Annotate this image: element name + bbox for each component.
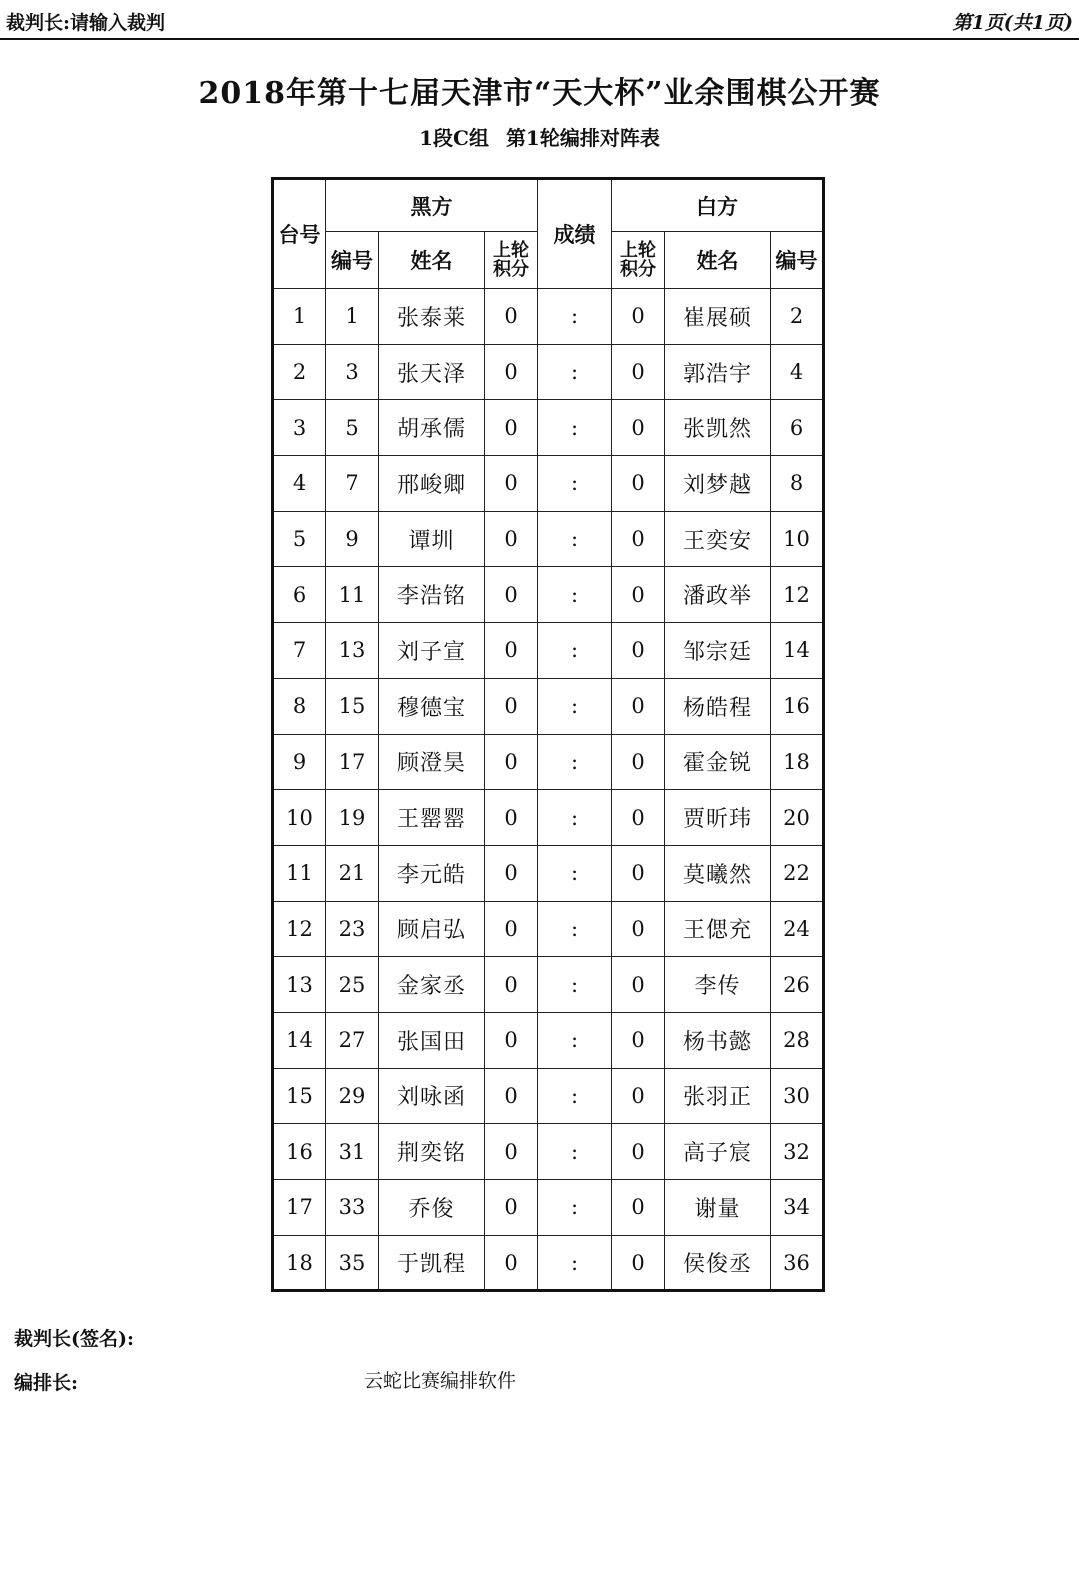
result-cell: : bbox=[538, 511, 612, 567]
black-name-cell: 谭圳 bbox=[379, 511, 485, 567]
software-credit: 云蛇比赛编排软件 bbox=[364, 1370, 517, 1392]
black-prev-score-cell: 0 bbox=[485, 1124, 538, 1180]
white-name-cell: 贾昕玮 bbox=[665, 790, 771, 846]
white-prev-score-cell: 0 bbox=[612, 1012, 665, 1068]
header-black-number: 编号 bbox=[326, 232, 379, 289]
black-number-cell: 27 bbox=[326, 1012, 379, 1068]
white-prev-score-cell: 0 bbox=[612, 1124, 665, 1180]
black-prev-score-cell: 0 bbox=[485, 1068, 538, 1124]
board-cell: 13 bbox=[273, 957, 326, 1013]
black-number-cell: 21 bbox=[326, 845, 379, 901]
table-row bbox=[273, 845, 824, 901]
header-white-name: 姓名 bbox=[665, 232, 771, 289]
black-number-cell: 9 bbox=[326, 511, 379, 567]
result-cell: : bbox=[538, 734, 612, 790]
white-name-cell: 邹宗廷 bbox=[665, 623, 771, 679]
white-name-cell: 潘政举 bbox=[665, 567, 771, 623]
table-row bbox=[273, 1012, 824, 1068]
table-row bbox=[273, 1235, 824, 1291]
white-number-cell: 34 bbox=[771, 1180, 824, 1236]
white-number-cell: 28 bbox=[771, 1012, 824, 1068]
black-name-cell: 金家丞 bbox=[379, 957, 485, 1013]
chief-referee-signature-label: 裁判长(签名): bbox=[14, 1328, 134, 1350]
black-prev-score-cell: 0 bbox=[485, 289, 538, 345]
white-number-cell: 22 bbox=[771, 845, 824, 901]
white-name-cell: 杨书懿 bbox=[665, 1012, 771, 1068]
table-row bbox=[273, 734, 824, 790]
black-number-cell: 23 bbox=[326, 901, 379, 957]
board-cell: 8 bbox=[273, 678, 326, 734]
result-cell: : bbox=[538, 1012, 612, 1068]
result-cell: : bbox=[538, 1235, 612, 1291]
white-prev-score-cell: 0 bbox=[612, 344, 665, 400]
black-number-cell: 19 bbox=[326, 790, 379, 846]
table-row bbox=[273, 567, 824, 623]
table-row bbox=[273, 1180, 824, 1236]
black-number-cell: 15 bbox=[326, 678, 379, 734]
result-cell: : bbox=[538, 400, 612, 456]
black-number-cell: 3 bbox=[326, 344, 379, 400]
result-cell: : bbox=[538, 957, 612, 1013]
white-name-cell: 王奕安 bbox=[665, 511, 771, 567]
black-prev-score-cell: 0 bbox=[485, 901, 538, 957]
document-subtitle bbox=[0, 122, 1079, 151]
header-rule bbox=[0, 38, 1079, 40]
white-name-cell: 霍金锐 bbox=[665, 734, 771, 790]
header-result: 成绩 bbox=[538, 179, 612, 289]
white-prev-score-cell: 0 bbox=[612, 734, 665, 790]
result-cell: : bbox=[538, 567, 612, 623]
black-prev-score-cell: 0 bbox=[485, 1180, 538, 1236]
black-number-cell: 35 bbox=[326, 1235, 379, 1291]
table-row bbox=[273, 1068, 824, 1124]
black-prev-score-cell: 0 bbox=[485, 567, 538, 623]
white-name-cell: 杨皓程 bbox=[665, 678, 771, 734]
white-number-cell: 12 bbox=[771, 567, 824, 623]
table-row bbox=[273, 957, 824, 1013]
white-prev-score-cell: 0 bbox=[612, 845, 665, 901]
black-number-cell: 13 bbox=[326, 623, 379, 679]
board-cell: 6 bbox=[273, 567, 326, 623]
black-number-cell: 11 bbox=[326, 567, 379, 623]
board-cell: 5 bbox=[273, 511, 326, 567]
arranger-label: 编排长: bbox=[14, 1372, 79, 1394]
white-name-cell: 张羽正 bbox=[665, 1068, 771, 1124]
white-name-cell: 张凯然 bbox=[665, 400, 771, 456]
table-row bbox=[273, 400, 824, 456]
black-prev-score-cell: 0 bbox=[485, 344, 538, 400]
header-white-number: 编号 bbox=[771, 232, 824, 289]
white-prev-score-cell: 0 bbox=[612, 1235, 665, 1291]
white-name-cell: 谢量 bbox=[665, 1180, 771, 1236]
header-black: 黑方 bbox=[326, 179, 538, 232]
board-cell: 9 bbox=[273, 734, 326, 790]
white-number-cell: 32 bbox=[771, 1124, 824, 1180]
white-prev-score-cell: 0 bbox=[612, 511, 665, 567]
table-row bbox=[273, 289, 824, 345]
white-name-cell: 刘梦越 bbox=[665, 456, 771, 512]
black-prev-score-cell: 0 bbox=[485, 734, 538, 790]
board-cell: 7 bbox=[273, 623, 326, 679]
header-page-number: 第1页(共1页) bbox=[952, 12, 1073, 34]
white-prev-score-cell: 0 bbox=[612, 901, 665, 957]
table-row bbox=[273, 344, 824, 400]
pairings-body bbox=[273, 289, 824, 1291]
prev-score-line1: 上轮 bbox=[493, 240, 529, 261]
table-row bbox=[273, 623, 824, 679]
white-number-cell: 30 bbox=[771, 1068, 824, 1124]
header-board: 台号 bbox=[273, 179, 326, 289]
white-number-cell: 16 bbox=[771, 678, 824, 734]
black-name-cell: 张天泽 bbox=[379, 344, 485, 400]
board-cell: 3 bbox=[273, 400, 326, 456]
board-cell: 17 bbox=[273, 1180, 326, 1236]
white-number-cell: 20 bbox=[771, 790, 824, 846]
white-prev-score-cell: 0 bbox=[612, 456, 665, 512]
board-cell: 10 bbox=[273, 790, 326, 846]
white-prev-score-cell: 0 bbox=[612, 400, 665, 456]
white-name-cell: 郭浩宇 bbox=[665, 344, 771, 400]
table-row bbox=[273, 901, 824, 957]
header-referee-text: 裁判长:请输入裁判 bbox=[6, 12, 166, 34]
black-name-cell: 顾启弘 bbox=[379, 901, 485, 957]
document-title: 2018年第十七届天津市“天大杯”业余围棋公开赛 bbox=[198, 76, 881, 111]
white-name-cell: 莫曦然 bbox=[665, 845, 771, 901]
header-black-name: 姓名 bbox=[379, 232, 485, 289]
black-prev-score-cell: 0 bbox=[485, 623, 538, 679]
black-prev-score-cell: 0 bbox=[485, 1235, 538, 1291]
result-cell: : bbox=[538, 845, 612, 901]
board-cell: 2 bbox=[273, 344, 326, 400]
white-prev-score-cell: 0 bbox=[612, 678, 665, 734]
table-row bbox=[273, 456, 824, 512]
table-row bbox=[273, 1124, 824, 1180]
prev-score-line2: 积分 bbox=[620, 259, 656, 280]
result-cell: : bbox=[538, 1180, 612, 1236]
black-number-cell: 17 bbox=[326, 734, 379, 790]
header-white: 白方 bbox=[612, 179, 824, 232]
white-number-cell: 4 bbox=[771, 344, 824, 400]
white-prev-score-cell: 0 bbox=[612, 1068, 665, 1124]
white-number-cell: 10 bbox=[771, 511, 824, 567]
subtitle-round: 第1轮编排对阵表 bbox=[505, 126, 660, 150]
table-row bbox=[273, 790, 824, 846]
white-name-cell: 李传 bbox=[665, 957, 771, 1013]
white-prev-score-cell: 0 bbox=[612, 957, 665, 1013]
black-number-cell: 7 bbox=[326, 456, 379, 512]
black-name-cell: 乔俊 bbox=[379, 1180, 485, 1236]
result-cell: : bbox=[538, 289, 612, 345]
subtitle-group: 1段C组 bbox=[419, 126, 489, 150]
page-header bbox=[0, 0, 1079, 40]
black-name-cell: 胡承儒 bbox=[379, 400, 485, 456]
black-number-cell: 1 bbox=[326, 289, 379, 345]
result-cell: : bbox=[538, 456, 612, 512]
result-cell: : bbox=[538, 1124, 612, 1180]
white-prev-score-cell: 0 bbox=[612, 623, 665, 679]
white-number-cell: 8 bbox=[771, 456, 824, 512]
board-cell: 18 bbox=[273, 1235, 326, 1291]
result-cell: : bbox=[538, 901, 612, 957]
black-number-cell: 33 bbox=[326, 1180, 379, 1236]
white-name-cell: 侯俊丞 bbox=[665, 1235, 771, 1291]
black-name-cell: 于凯程 bbox=[379, 1235, 485, 1291]
result-cell: : bbox=[538, 344, 612, 400]
black-name-cell: 邢峻卿 bbox=[379, 456, 485, 512]
black-name-cell: 张泰莱 bbox=[379, 289, 485, 345]
white-number-cell: 14 bbox=[771, 623, 824, 679]
black-number-cell: 25 bbox=[326, 957, 379, 1013]
black-prev-score-cell: 0 bbox=[485, 511, 538, 567]
prev-score-line2: 积分 bbox=[493, 259, 529, 280]
header-white-prev-score bbox=[612, 232, 665, 289]
black-name-cell: 刘咏函 bbox=[379, 1068, 485, 1124]
pairings-table bbox=[271, 177, 825, 1292]
black-name-cell: 李元皓 bbox=[379, 845, 485, 901]
board-cell: 15 bbox=[273, 1068, 326, 1124]
black-number-cell: 31 bbox=[326, 1124, 379, 1180]
black-name-cell: 顾澄昊 bbox=[379, 734, 485, 790]
board-cell: 12 bbox=[273, 901, 326, 957]
black-prev-score-cell: 0 bbox=[485, 456, 538, 512]
black-prev-score-cell: 0 bbox=[485, 845, 538, 901]
black-name-cell: 刘子宣 bbox=[379, 623, 485, 679]
white-name-cell: 高子宸 bbox=[665, 1124, 771, 1180]
white-name-cell: 崔展硕 bbox=[665, 289, 771, 345]
black-prev-score-cell: 0 bbox=[485, 957, 538, 1013]
board-cell: 14 bbox=[273, 1012, 326, 1068]
black-name-cell: 张国田 bbox=[379, 1012, 485, 1068]
black-name-cell: 荆奕铭 bbox=[379, 1124, 485, 1180]
result-cell: : bbox=[538, 1068, 612, 1124]
table-row bbox=[273, 678, 824, 734]
prev-score-line1: 上轮 bbox=[620, 240, 656, 261]
black-name-cell: 李浩铭 bbox=[379, 567, 485, 623]
board-cell: 1 bbox=[273, 289, 326, 345]
black-prev-score-cell: 0 bbox=[485, 678, 538, 734]
white-number-cell: 18 bbox=[771, 734, 824, 790]
black-prev-score-cell: 0 bbox=[485, 400, 538, 456]
board-cell: 11 bbox=[273, 845, 326, 901]
black-prev-score-cell: 0 bbox=[485, 790, 538, 846]
white-name-cell: 王偲充 bbox=[665, 901, 771, 957]
black-name-cell: 穆德宝 bbox=[379, 678, 485, 734]
white-number-cell: 6 bbox=[771, 400, 824, 456]
black-number-cell: 29 bbox=[326, 1068, 379, 1124]
black-prev-score-cell: 0 bbox=[485, 1012, 538, 1068]
white-number-cell: 26 bbox=[771, 957, 824, 1013]
board-cell: 16 bbox=[273, 1124, 326, 1180]
header-black-prev-score bbox=[485, 232, 538, 289]
white-number-cell: 2 bbox=[771, 289, 824, 345]
white-prev-score-cell: 0 bbox=[612, 790, 665, 846]
result-cell: : bbox=[538, 623, 612, 679]
table-row bbox=[273, 511, 824, 567]
black-number-cell: 5 bbox=[326, 400, 379, 456]
board-cell: 4 bbox=[273, 456, 326, 512]
white-number-cell: 24 bbox=[771, 901, 824, 957]
result-cell: : bbox=[538, 790, 612, 846]
white-number-cell: 36 bbox=[771, 1235, 824, 1291]
white-prev-score-cell: 0 bbox=[612, 1180, 665, 1236]
result-cell: : bbox=[538, 678, 612, 734]
white-prev-score-cell: 0 bbox=[612, 289, 665, 345]
black-name-cell: 王罂罂 bbox=[379, 790, 485, 846]
white-prev-score-cell: 0 bbox=[612, 567, 665, 623]
